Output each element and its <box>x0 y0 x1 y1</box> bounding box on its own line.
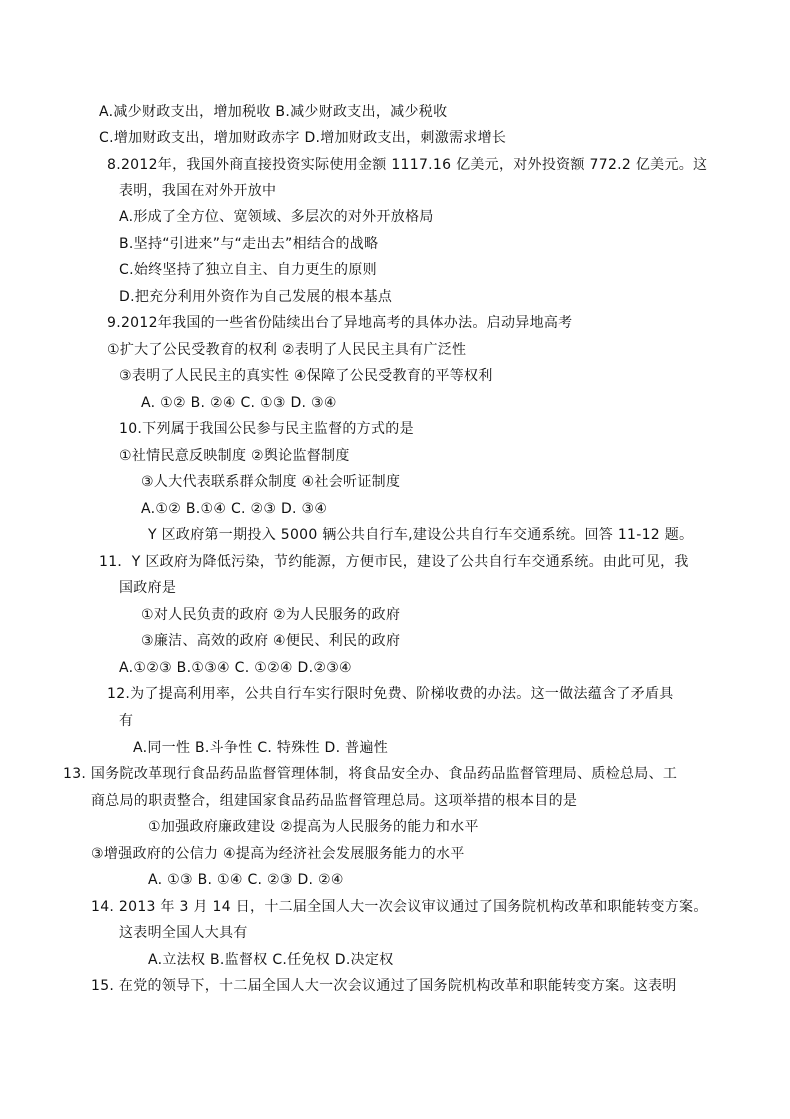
q10-stem: 10.下列属于我国公民参与民主监督的方式的是 <box>119 421 414 437</box>
q8-option-a: A.形成了全方位、宽领域、多层次的对外开放格局 <box>119 209 434 225</box>
q13-stem-line-1: 13. 国务院改革现行食品药品监督管理体制，将食品安全办、食品药品监督管理局、质检总局、工 <box>63 766 678 782</box>
q7-options-ab: A.减少财政支出，增加税收 B.减少财政支出，减少税收 <box>99 104 448 120</box>
q12-stem-line-1: 12.为了提高利用率，公共自行车实行限时免费、阶梯收费的办法。这一做法蕴含了矛盾具 <box>107 686 674 702</box>
q12-stem-line-2: 有 <box>119 713 134 729</box>
q8-option-d: D.把充分利用外资作为自己发展的根本基点 <box>119 289 393 305</box>
q11-options: A.①②③ B.①③④ C. ①②④ D.②③④ <box>119 660 352 676</box>
q8-stem-line-1: 8.2012年，我国外商直接投资实际使用金额 1117.16 亿美元，对外投资额 772.2 亿美元。这 <box>107 157 708 173</box>
q13-items-3-4: ③增强政府的公信力 ④提高为经济社会发展服务能力的水平 <box>91 846 465 862</box>
q13-stem-line-2: 商总局的职责整合，组建国家食品药品监督管理总局。这项举措的根本目的是 <box>91 793 578 809</box>
q14-options: A.立法权 B.监督权 C.任免权 D.决定权 <box>148 952 394 968</box>
q13-options: A. ①③ B. ①④ C. ②③ D. ②④ <box>148 872 344 888</box>
q9-stem: 9.2012年我国的一些省份陆续出台了异地高考的具体办法。启动异地高考 <box>107 315 573 331</box>
q9-items-3-4: ③表明了人民民主的真实性 ④保障了公民受教育的平等权利 <box>119 368 493 384</box>
q9-items-1-2: ①扩大了公民受教育的权利 ②表明了人民民主具有广泛性 <box>107 342 467 358</box>
q11-12-intro: Y 区政府第一期投入 5000 辆公共自行车,建设公共自行车交通系统。回答 11-12 题。 <box>148 527 694 543</box>
q11-stem-line-1: 11．Y 区政府为降低污染，节约能源，方便市民，建设了公共自行车交通系统。由此可见，我 <box>99 554 689 570</box>
q8-stem-line-2: 表明，我国在对外开放中 <box>119 183 277 199</box>
q11-items-1-2: ①对人民负责的政府 ②为人民服务的政府 <box>141 607 401 623</box>
q12-options: A.同一性 B.斗争性 C. 特殊性 D. 普遍性 <box>133 740 389 756</box>
q15-stem-line-1: 15. 在党的领导下，十二届全国人大一次会议通过了国务院机构改革和职能转变方案。这表明 <box>91 978 677 994</box>
q9-options: A. ①② B. ②④ C. ①③ D. ③④ <box>141 395 337 411</box>
q14-stem-line-2: 这表明全国人大具有 <box>119 925 248 941</box>
q10-items-1-2: ①社情民意反映制度 ②舆论监督制度 <box>119 448 350 464</box>
q11-items-3-4: ③廉洁、高效的政府 ④便民、利民的政府 <box>141 633 401 649</box>
q10-items-3-4: ③人大代表联系群众制度 ④社会听证制度 <box>141 474 401 490</box>
q14-stem-line-1: 14. 2013 年 3 月 14 日，十二届全国人大一次会议审议通过了国务院机构改革和职能转变方案。 <box>91 899 708 915</box>
q8-option-b: B.坚持“引进来”与“走出去”相结合的战略 <box>119 236 379 252</box>
q7-options-cd: C.增加财政支出，增加财政赤字 D.增加财政支出，刺激需求增长 <box>99 130 507 146</box>
q13-items-1-2: ①加强政府廉政建设 ②提高为人民服务的能力和水平 <box>148 819 479 835</box>
q8-option-c: C.始终坚持了独立自主、自力更生的原则 <box>119 262 377 278</box>
q10-options: A.①② B.①④ C. ②③ D. ③④ <box>141 501 328 517</box>
q11-stem-line-2: 国政府是 <box>119 580 177 596</box>
